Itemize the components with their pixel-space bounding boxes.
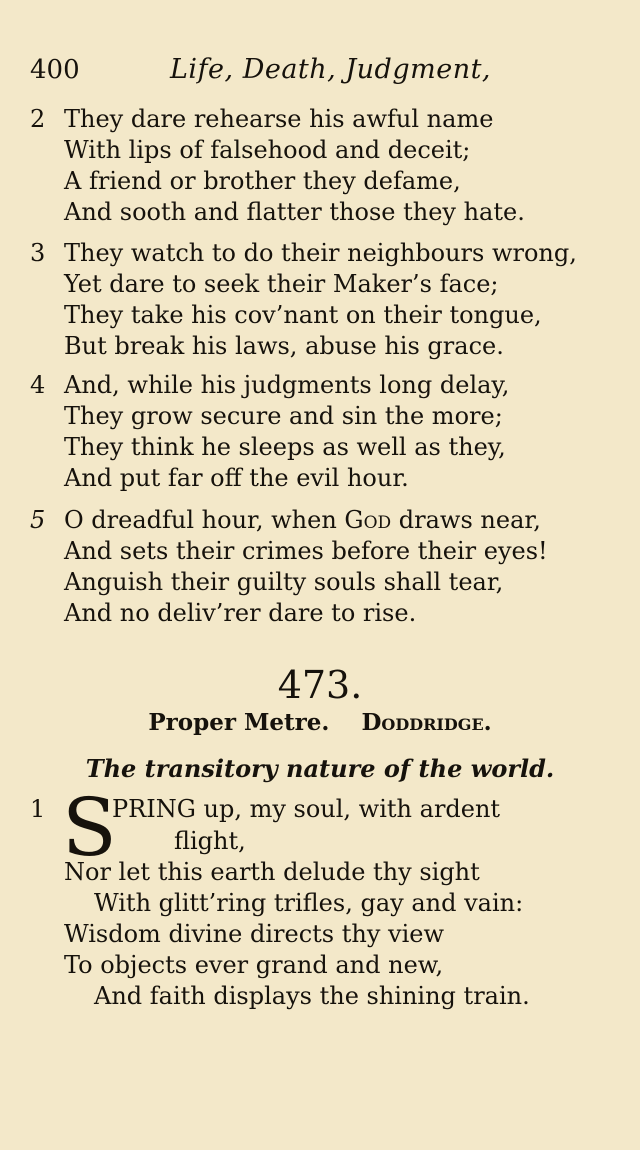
divine-name: God (344, 506, 392, 534)
verse-line: And faith displays the shining train. (94, 982, 530, 1010)
verse-line: They think he sleeps as well as they, (64, 433, 506, 461)
verse-text: draws near, (391, 506, 541, 534)
stanza-number: 1 (30, 795, 46, 823)
stanza-number: 4 (30, 371, 46, 399)
drop-cap: S (62, 781, 117, 874)
stanza-lines (64, 370, 509, 494)
running-title: Life, Death, Judgment, (170, 54, 492, 85)
metre-line (0, 706, 640, 740)
verse-line: Anguish their guilty souls shall tear, (64, 568, 504, 596)
stanza-lines (64, 104, 525, 228)
metre: Proper Metre. (148, 709, 330, 736)
verse-line: They take his cov’nant on their tongue, (64, 301, 542, 329)
hymn-number: 473. (277, 663, 363, 707)
verse-line: flight, (174, 827, 246, 855)
stanza-number: 5 (30, 506, 46, 534)
verse-line: Wisdom divine directs thy view (64, 920, 445, 948)
verse-line: To objects ever grand and new, (64, 951, 444, 979)
verse-line: But break his laws, abuse his grace. (64, 332, 504, 360)
stanza-number: 3 (30, 239, 46, 267)
verse-line: And, while his judgments long delay, (64, 371, 510, 399)
hymn-author: Doddridge. (361, 709, 492, 736)
verse-line: And no deliv’rer dare to rise. (64, 599, 417, 627)
verse-text: O dreadful hour, when (64, 506, 345, 534)
verse-line: Yet dare to seek their Maker’s face; (64, 270, 499, 298)
verse-line: They dare rehearse his awful name (64, 105, 494, 133)
verse-line: They watch to do their neighbours wrong, (64, 239, 577, 267)
stanza-lines (64, 238, 577, 362)
verse-line: With lips of falsehood and deceit; (64, 136, 471, 164)
page-header (30, 50, 610, 90)
page-number: 400 (30, 55, 80, 85)
hymn-subject: The transitory nature of the world. (85, 754, 555, 783)
verse-line: And sooth and flatter those they hate. (64, 198, 525, 226)
verse-line: A friend or brother they defame, (64, 167, 461, 195)
verse-line (64, 505, 548, 536)
verse-line: With glitt’ring trifles, gay and vain: (94, 889, 524, 917)
verse-line: PRING up, my soul, with ardent (112, 795, 501, 823)
stanza-lines (64, 505, 548, 629)
verse-line: Nor let this earth delude thy sight (64, 858, 480, 886)
verse-line: They grow secure and sin the more; (64, 402, 503, 430)
verse-line: And sets their crimes before their eyes! (64, 537, 548, 565)
stanza-number: 2 (30, 105, 46, 133)
verse-line: And put far off the evil hour. (64, 464, 409, 492)
